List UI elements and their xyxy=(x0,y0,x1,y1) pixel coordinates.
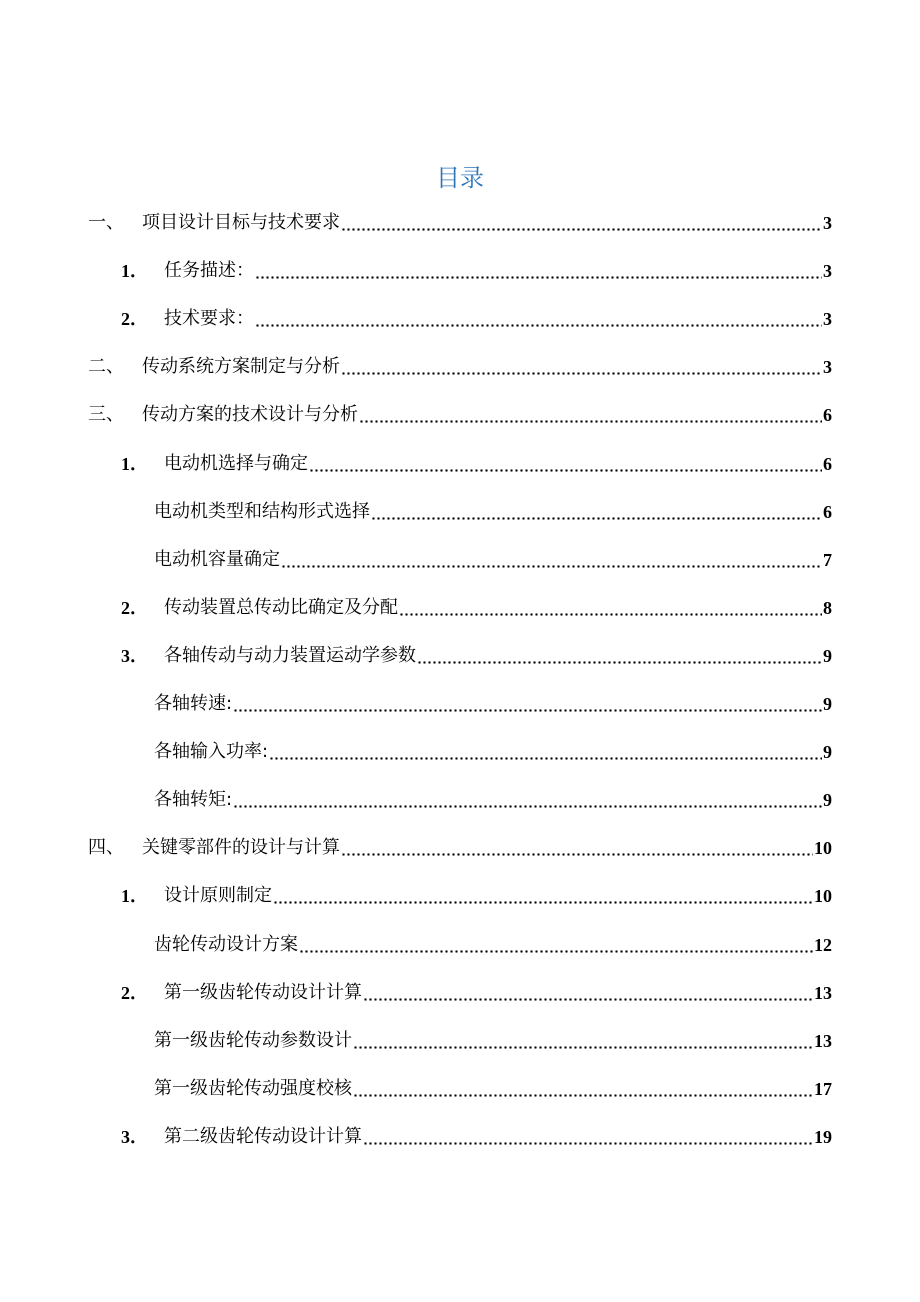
toc-entry[interactable] xyxy=(88,398,832,428)
toc-entry[interactable] xyxy=(154,543,832,573)
toc-entry[interactable] xyxy=(88,831,832,861)
toc-entry-page-number: 6 xyxy=(823,405,832,426)
toc-entry[interactable] xyxy=(121,447,832,477)
toc-dot-leader xyxy=(255,258,822,284)
toc-entry-text: 各轴转速: xyxy=(154,693,233,714)
toc-entry-text: 第一级齿轮传动设计计算 xyxy=(164,981,362,1003)
toc-entry-number: 二、 xyxy=(88,356,124,378)
toc-dot-leader xyxy=(417,643,822,669)
toc-entry-number: 1． xyxy=(121,261,148,282)
toc-entry-number: 三、 xyxy=(88,404,124,426)
toc-entry[interactable] xyxy=(154,928,832,958)
toc-dot-leader xyxy=(273,883,813,909)
toc-entry-page-number: 9 xyxy=(823,790,832,811)
toc-entry-page-number: 10 xyxy=(814,838,832,859)
toc-entry-text: 设计原则制定 xyxy=(164,885,272,907)
toc-dot-leader xyxy=(255,306,822,332)
toc-entry-page-number: 9 xyxy=(823,694,832,714)
toc-entry[interactable] xyxy=(121,254,832,284)
toc-entry-text: 传动装置总传动比确定及分配 xyxy=(164,596,398,618)
toc-dot-leader xyxy=(399,595,822,621)
toc-entry-number: 1． xyxy=(121,886,148,907)
toc-entry-page-number: 10 xyxy=(814,886,832,907)
toc-dot-leader xyxy=(363,980,813,1006)
toc-entry[interactable] xyxy=(121,639,832,669)
toc-entry-number: 2． xyxy=(121,597,148,618)
toc-entry[interactable] xyxy=(121,302,832,332)
toc-dot-leader xyxy=(353,1028,813,1054)
toc-entry[interactable] xyxy=(154,1072,832,1102)
toc-entry-page-number: 17 xyxy=(814,1078,832,1099)
toc-entry[interactable] xyxy=(121,1120,832,1150)
toc-entry-text: 第二级齿轮传动设计计算 xyxy=(164,1125,362,1147)
toc-entry[interactable] xyxy=(121,976,832,1006)
toc-entry[interactable] xyxy=(154,783,832,813)
toc-entry-number: 3． xyxy=(121,1126,148,1147)
toc-entry-text: 传动方案的技术设计与分析 xyxy=(142,404,358,426)
toc-entry-number: 2． xyxy=(121,982,148,1003)
toc-entry-page-number: 13 xyxy=(814,982,832,1003)
toc-entry[interactable] xyxy=(121,879,832,909)
toc-entry-page-number: 9 xyxy=(823,645,832,666)
toc-dot-leader xyxy=(233,691,822,717)
toc-dot-leader xyxy=(309,451,822,477)
toc-entry-text: 项目设计目标与技术要求 xyxy=(142,212,340,233)
toc-dot-leader xyxy=(353,1076,813,1102)
toc-entry-number: 四、 xyxy=(88,837,124,859)
toc-entry[interactable] xyxy=(154,735,832,765)
toc-entry-page-number: 3 xyxy=(823,309,832,330)
toc-entry-page-number: 3 xyxy=(823,261,832,282)
toc-entry-page-number: 9 xyxy=(823,742,832,763)
toc-entry-text: 电动机容量确定 xyxy=(154,548,280,570)
toc-entry-text: 第一级齿轮传动参数设计 xyxy=(154,1029,352,1051)
toc-entry-page-number: 8 xyxy=(823,597,832,618)
toc-entry-text: 电动机类型和结构形式选择 xyxy=(154,500,370,522)
toc-entry-page-number: 6 xyxy=(823,453,832,474)
toc-entry-page-number: 12 xyxy=(814,934,832,955)
toc-entry[interactable] xyxy=(154,495,832,525)
toc-entry[interactable] xyxy=(88,350,832,380)
toc-entry-text: 关键零部件的设计与计算 xyxy=(142,837,340,859)
toc-entry-page-number: 6 xyxy=(823,501,832,522)
toc-dot-leader xyxy=(233,787,822,813)
toc-entry-page-number: 3 xyxy=(823,213,832,233)
toc-entry-number: 1． xyxy=(121,453,148,474)
toc-entry-text: 各轴传动与动力装置运动学参数 xyxy=(164,644,416,666)
toc-dot-leader xyxy=(269,739,822,765)
toc-entry-page-number: 3 xyxy=(823,357,832,378)
toc-dot-leader xyxy=(371,499,822,525)
toc-entry-text: 电动机选择与确定 xyxy=(164,452,308,474)
toc-dot-leader xyxy=(359,402,822,428)
toc-entry-text: 各轴转矩: xyxy=(154,789,233,811)
toc-entry-text: 传动系统方案制定与分析 xyxy=(142,356,340,378)
toc-entry-text: 各轴输入功率: xyxy=(154,741,269,763)
toc-entry-number: 2． xyxy=(121,309,148,330)
toc-dot-leader xyxy=(281,547,822,573)
toc-dot-leader xyxy=(341,354,822,380)
toc-entry-page-number: 13 xyxy=(814,1030,832,1051)
toc-entry[interactable] xyxy=(154,1024,832,1054)
toc-entry-text: 任务描述： xyxy=(164,260,254,282)
toc-entry-text: 技术要求： xyxy=(164,308,254,330)
toc-entry-page-number: 7 xyxy=(823,549,832,570)
toc-entry-text: 第一级齿轮传动强度校核 xyxy=(154,1077,352,1099)
toc-dot-leader xyxy=(341,210,822,236)
toc-dot-leader xyxy=(341,835,813,861)
toc-entry-text: 齿轮传动设计方案 xyxy=(154,933,298,955)
toc-title: 目录 xyxy=(436,164,484,192)
toc-entry[interactable] xyxy=(88,206,832,236)
toc-entry[interactable] xyxy=(121,591,832,621)
toc-entry-page-number: 19 xyxy=(814,1126,832,1147)
toc-entry-number: 3． xyxy=(121,645,148,666)
toc-dot-leader xyxy=(363,1124,813,1150)
toc-dot-leader xyxy=(299,932,813,958)
toc-entry[interactable] xyxy=(154,687,832,717)
toc-entry-number: 一、 xyxy=(88,212,124,233)
